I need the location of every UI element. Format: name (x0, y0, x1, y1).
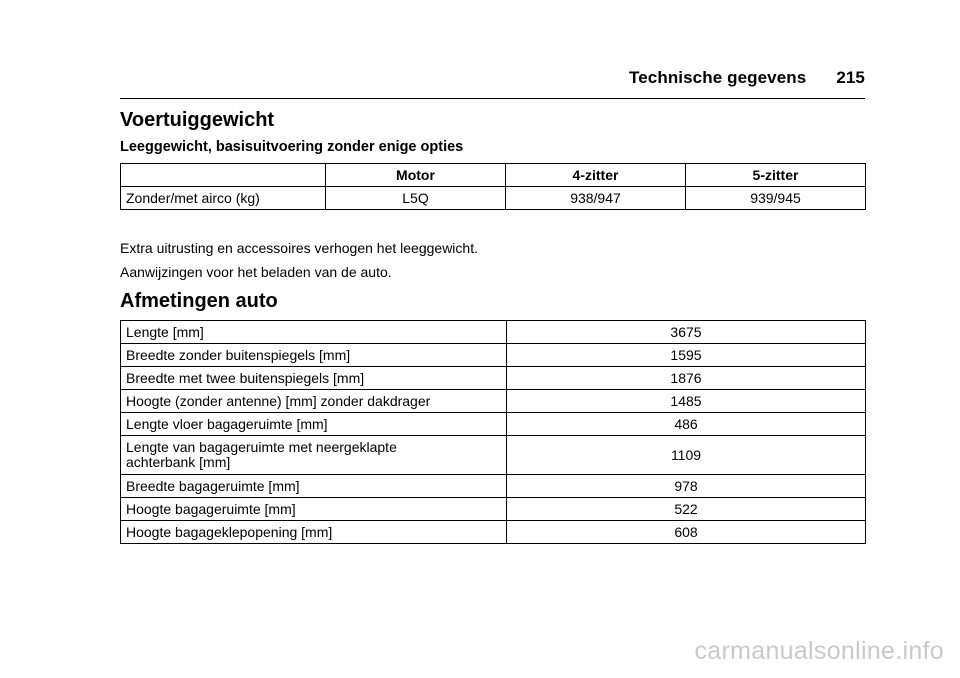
section-title-vehicle-weight: Voertuiggewicht (120, 109, 275, 131)
dimension-value: 1109 (507, 436, 866, 475)
header-cell: 5-zitter (686, 164, 866, 187)
table-row (121, 321, 866, 344)
table-row (121, 367, 866, 390)
dimension-label: Hoogte (zonder antenne) [mm] zonder dakdrager (121, 390, 507, 413)
dimension-label (121, 436, 507, 475)
note-loading-instructions: Aanwijzingen voor het beladen van de auto. (120, 264, 392, 280)
dimension-value: 1485 (507, 390, 866, 413)
weight-table (120, 163, 866, 210)
dimension-value: 3675 (507, 321, 866, 344)
table-row (121, 187, 866, 210)
chapter-title: Technische gegevens (629, 68, 807, 87)
table-row (121, 344, 866, 367)
header-cell (121, 164, 326, 187)
table-cell: 938/947 (506, 187, 686, 210)
dimension-value: 522 (507, 498, 866, 521)
table-cell: 939/945 (686, 187, 866, 210)
dimension-value: 608 (507, 521, 866, 544)
dimension-label-line: Lengte van bagageruimte met neergeklapte (126, 439, 397, 455)
table-row (121, 475, 866, 498)
table-row (121, 390, 866, 413)
dimension-label: Lengte vloer bagageruimte [mm] (121, 413, 507, 436)
table-cell: Zonder/met airco (kg) (121, 187, 326, 210)
dimension-value: 1876 (507, 367, 866, 390)
dimension-label: Hoogte bagageklepopening [mm] (121, 521, 507, 544)
table-row (121, 413, 866, 436)
header-cell: 4-zitter (506, 164, 686, 187)
table-row (121, 436, 866, 475)
watermark: carmanualsonline.info (694, 637, 944, 665)
dimensions-table (120, 320, 866, 544)
dimension-value: 1595 (507, 344, 866, 367)
subsection-title-curb-weight: Leeggewicht, basisuitvoering zonder enige opties (120, 139, 464, 155)
dimension-value: 486 (507, 413, 866, 436)
dimension-label: Breedte bagageruimte [mm] (121, 475, 507, 498)
dimension-label-line: achterbank [mm] (126, 454, 231, 470)
table-row (121, 498, 866, 521)
dimension-label: Hoogte bagageruimte [mm] (121, 498, 507, 521)
header-cell: Motor (326, 164, 506, 187)
section-title-dimensions: Afmetingen auto (120, 290, 278, 312)
header-rule (120, 98, 865, 99)
dimension-value: 978 (507, 475, 866, 498)
running-head (120, 68, 865, 88)
dimension-label: Breedte zonder buitenspiegels [mm] (121, 344, 507, 367)
note-extra-equipment: Extra uitrusting en accessoires verhogen het leeggewicht. (120, 240, 478, 256)
page-number: 215 (836, 68, 865, 87)
table-cell: L5Q (326, 187, 506, 210)
dimension-label: Lengte [mm] (121, 321, 507, 344)
table-header-row (121, 164, 866, 187)
dimension-label: Breedte met twee buitenspiegels [mm] (121, 367, 507, 390)
table-row (121, 521, 866, 544)
